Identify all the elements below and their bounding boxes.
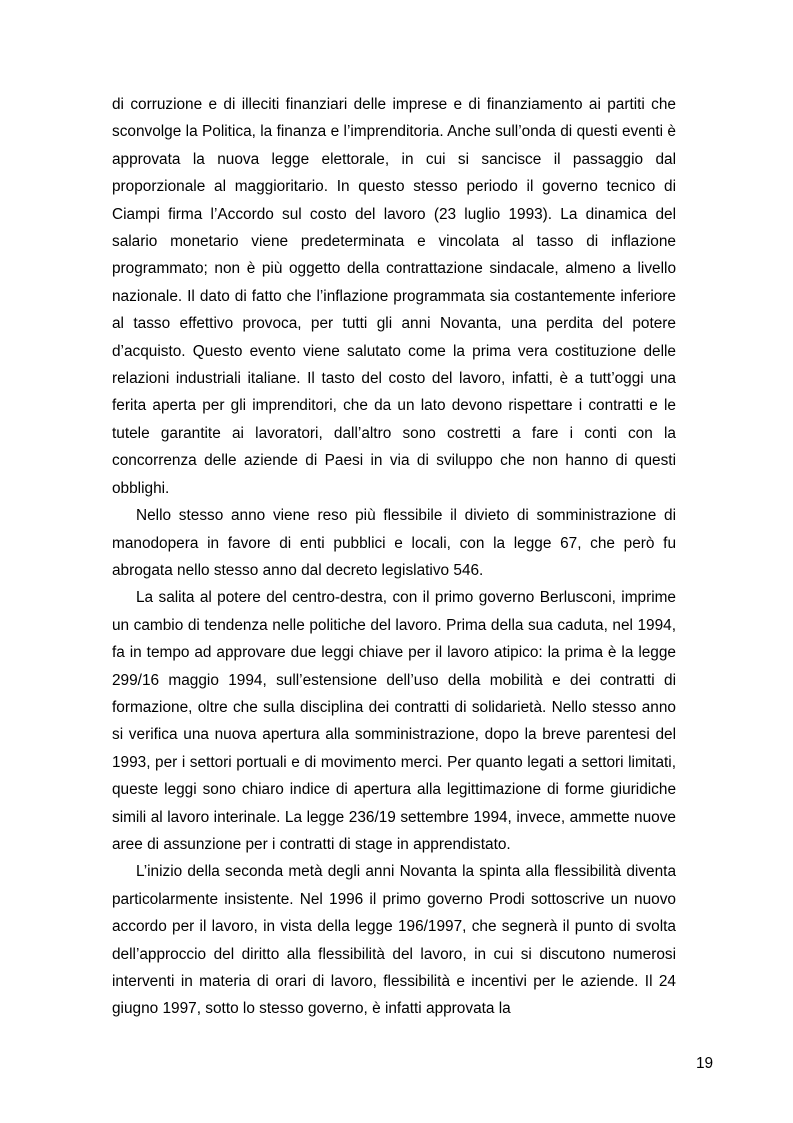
paragraph-4: L’inizio della seconda metà degli anni Novanta la spinta alla flessibilità diventa particolarmente insistente. Nel 1996 il primo governo Prodi sottoscrive un nuovo accordo per il lavoro, in vista della legge 196/1997, che segnerà il punto di svolta dell’approccio del diritto alla flessibilità del lavoro, in cui si discutono numerosi interventi in materia di orari di lavoro, flessibilità e incentivi per le aziende. Il 24 giugno 1997, sotto lo stesso governo, è infatti approvata la	[112, 863, 676, 1018]
paragraph-3: La salita al potere del centro-destra, con il primo governo Berlusconi, imprime un cambio di tendenza nelle politiche del lavoro. Prima della sua caduta, nel 1994, fa in tempo ad approvare due leggi chiave per il lavoro atipico: la prima è la legge 299/16 maggio 1994, sull’estensione dell’uso della mobilità e dei contratti di formazione, oltre che sulla disciplina dei contratti di solidarietà. Nello stesso anno si verifica una nuova apertura alla somministrazione, dopo la breve parentesi del 1993, per i settori portuali e di movimento merci. Per quanto legati a settori limitati, queste leggi sono chiaro indice di apertura alla legittimazione di forme giuridiche simili al lavoro interinale. La legge 236/19 settembre 1994, invece, ammette nuove aree di assunzione per i contratti di stage in apprendistato.	[112, 589, 676, 853]
paragraph-2: Nello stesso anno viene reso più flessibile il divieto di somministrazione di manodopera in favore di enti pubblici e locali, con la legge 67, che però fu abrogata nello stesso anno dal decreto legislativo 546.	[112, 507, 676, 579]
paragraph-1: di corruzione e di illeciti finanziari delle imprese e di finanziamento ai partiti che sconvolge la Politica, la finanza e l’imprenditoria. Anche sull’onda di questi eventi è approvata la nuova legge elettorale, in cui si sancisce il passaggio dal proporzionale al maggioritario. In questo stesso periodo il governo tecnico di Ciampi firma l’Accordo sul costo del lavoro (23 luglio 1993). La dinamica del salario monetario viene predeterminata e vincolata al tasso di inflazione programmato; non è più oggetto della contrattazione sindacale, almeno a livello nazionale. Il dato di fatto che l’inflazione programmata sia costantemente inferiore al tasso effettivo provoca, per tutti gli anni Novanta, una perdita del potere d’acquisto. Questo evento viene salutato come la prima vera costituzione delle relazioni industriali italiane. Il tasto del costo del lavoro, infatti, è a tutt’oggi una ferita aperta per gli imprenditori, che da un lato devono rispettare i contratti e le tutele garantite ai lavoratori, dall’altro sono costretti a fare i conti con la concorrenza delle aziende di Paesi in via di sviluppo che non hanno di questi obblighi.	[112, 96, 676, 497]
page-number: 19	[696, 1055, 714, 1072]
document-page	[112, 91, 676, 1023]
